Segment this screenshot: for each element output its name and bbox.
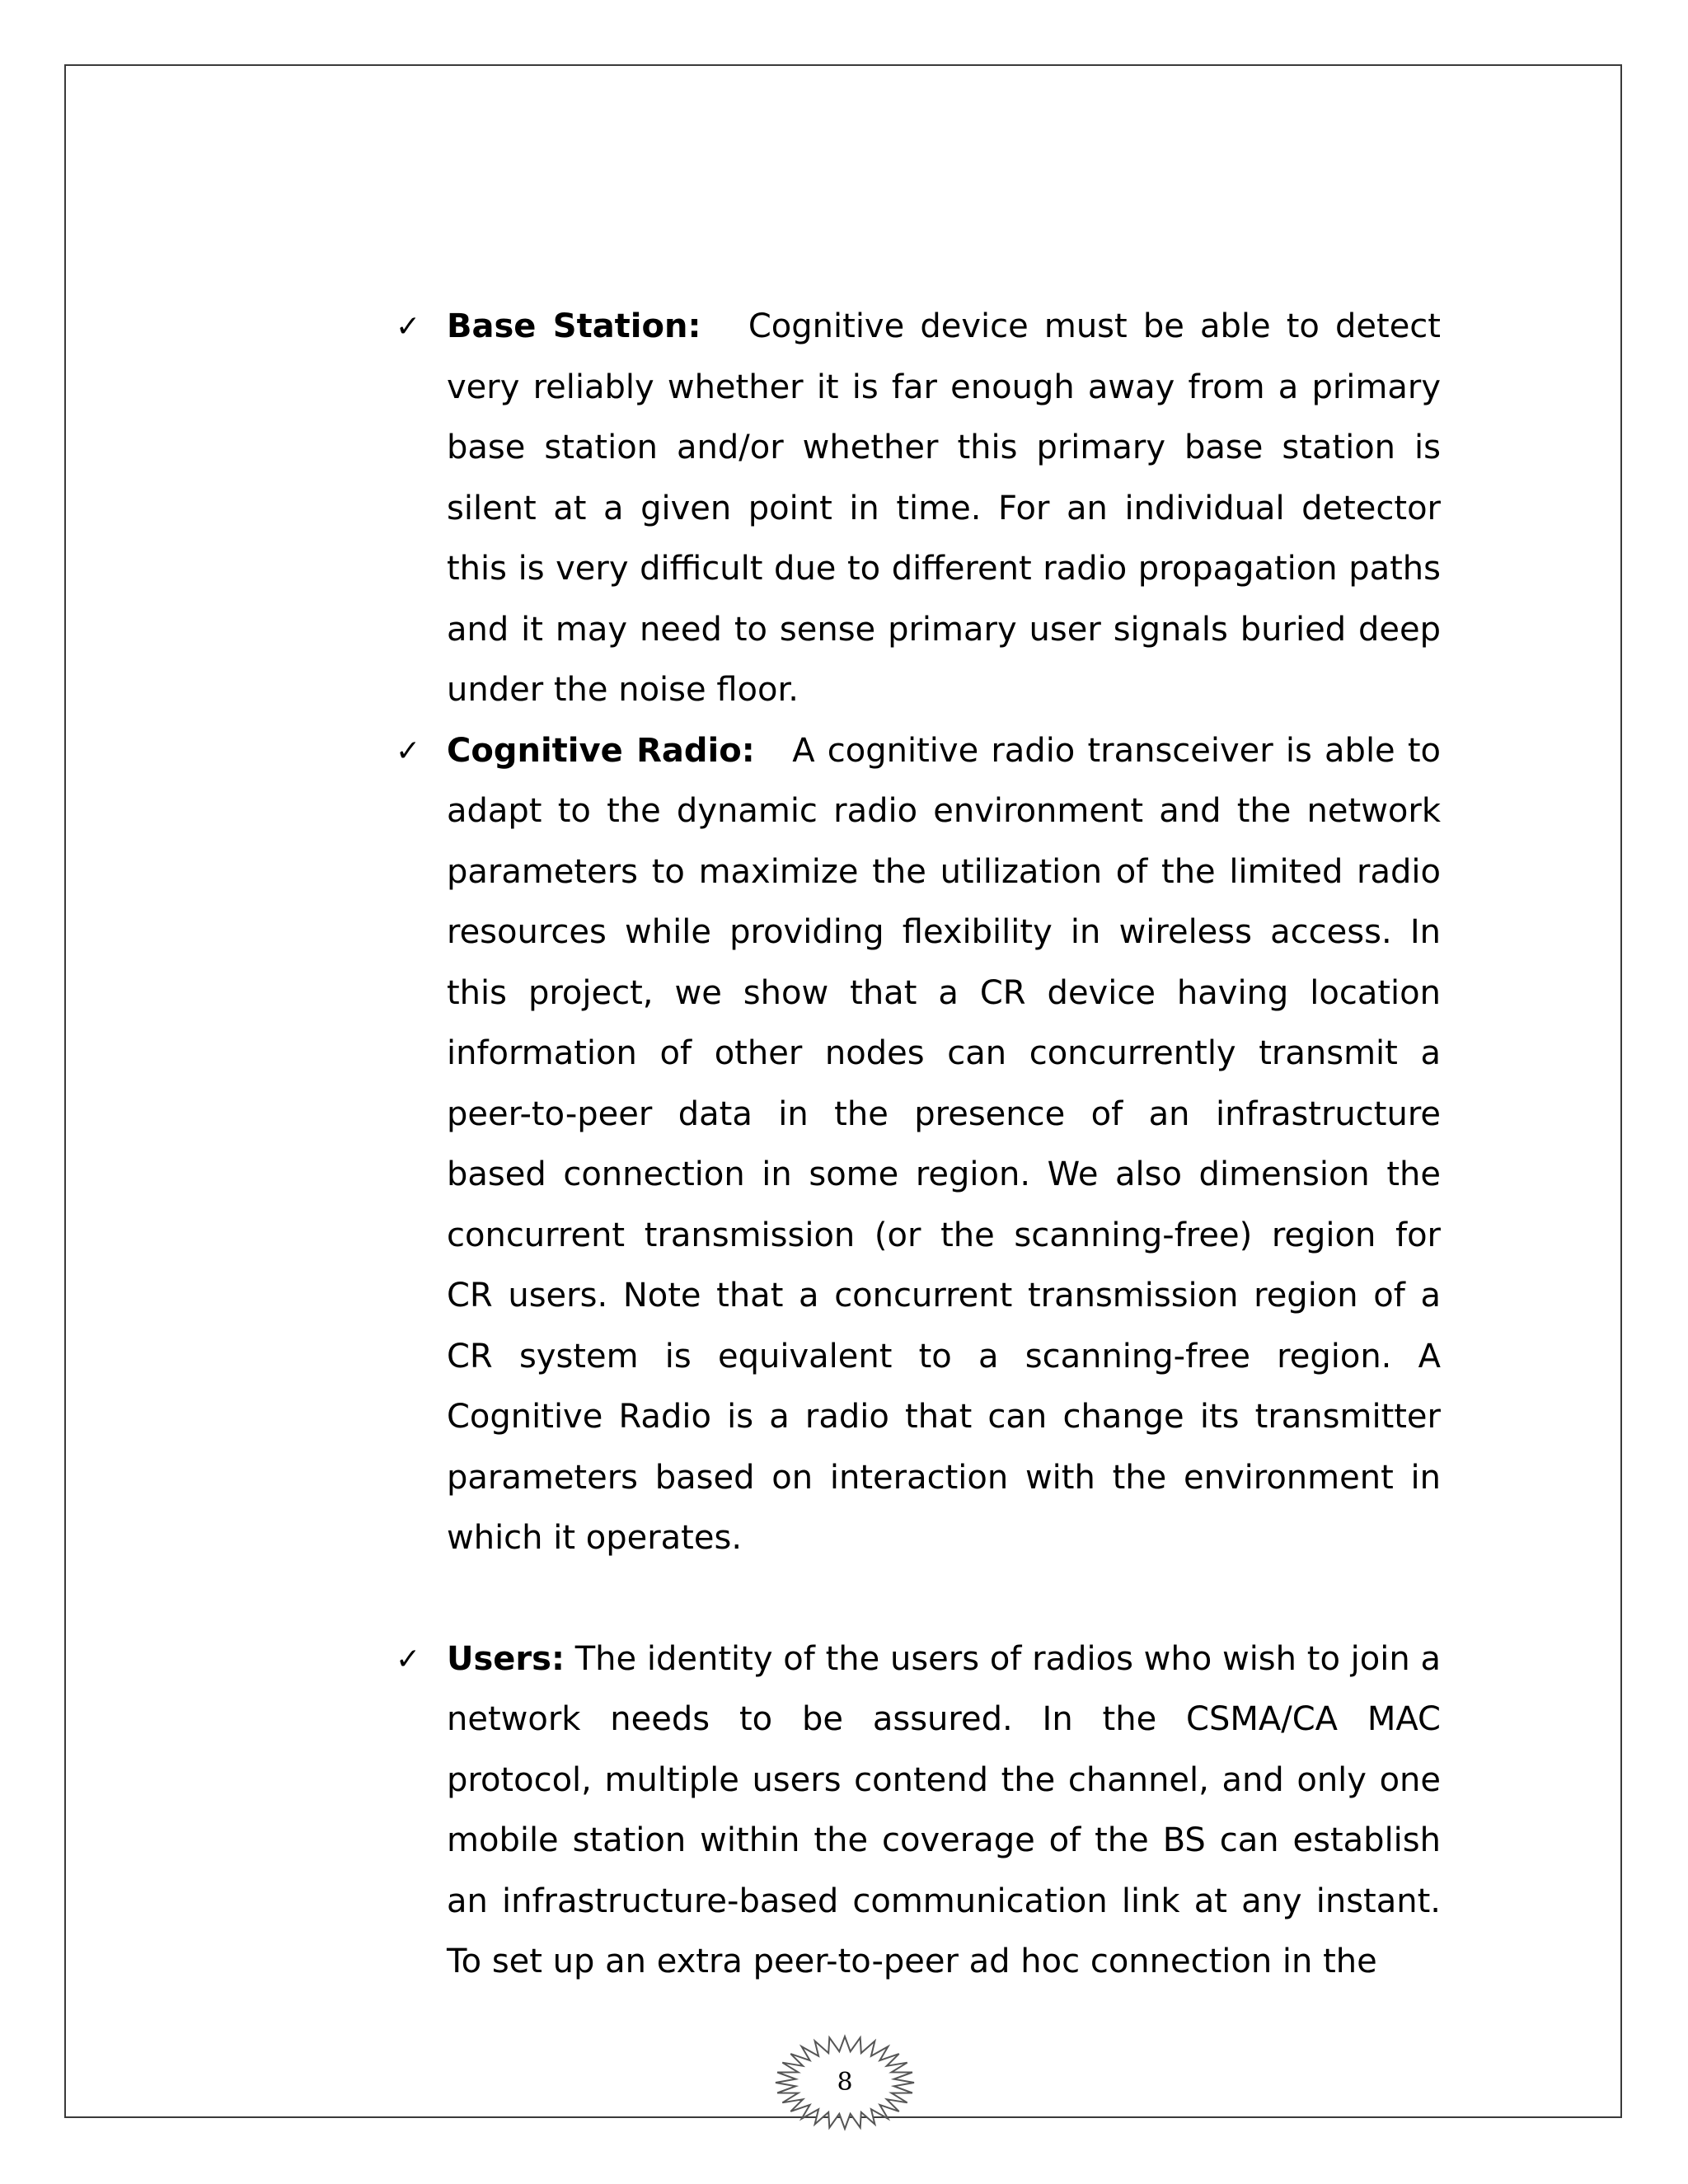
bullet-spacer bbox=[701, 307, 748, 345]
checkmark-icon: ✓ bbox=[396, 1642, 421, 1676]
bullet-spacer bbox=[565, 1640, 575, 1678]
bullet-term: Cognitive Radio: bbox=[447, 731, 755, 770]
document-body bbox=[396, 297, 1441, 1993]
page-number-badge bbox=[771, 2034, 919, 2131]
bullet-term: Base Station: bbox=[447, 307, 701, 345]
bullet-base-station bbox=[396, 297, 1441, 721]
bullet-term: Users: bbox=[447, 1639, 565, 1678]
page-number: 8 bbox=[837, 2068, 853, 2097]
bullet-text: Cognitive device must be able to detect very reliably whether it is far enough away from a primary base station and/or whether this primary base station is silent at a given point in time. For an individual detector this is very difficult due to different radio propagation paths and it may need to sense primary user signals buried deep under the noise floor. bbox=[447, 307, 1441, 709]
bullet-cognitive-radio bbox=[396, 721, 1441, 1569]
checkmark-icon: ✓ bbox=[396, 733, 421, 768]
bullet-users bbox=[396, 1629, 1441, 1993]
bullet-text: The identity of the users of radios who wish to join a network needs to be assured. In the CSMA/CA MAC protocol, multiple users contend the channel, and only one mobile station within the coverage of the BS can establish an infrastructure-based communication link at any instant. To set up an extra peer-to-peer ad hoc connection in the bbox=[447, 1639, 1441, 1980]
bullet-text: A cognitive radio transceiver is able to adapt to the dynamic radio environment and the network parameters to maximize the utilization of the limited radio resources while providing flexibility in wireless access. In this project, we show that a CR device having location information of other nodes can concurrently transmit a peer-to-peer data in the presence of an infrastructure based connection in some region. We also dimension the concurrent transmission (or the scanning-free) region for CR users. Note that a concurrent transmission region of a CR system is equivalent to a scanning-free region. A Cognitive Radio is a radio that can change its transmitter parameters based on interaction with the environment in which it operates. bbox=[447, 731, 1441, 1557]
bullet-spacer bbox=[755, 732, 793, 770]
checkmark-icon: ✓ bbox=[396, 310, 421, 344]
